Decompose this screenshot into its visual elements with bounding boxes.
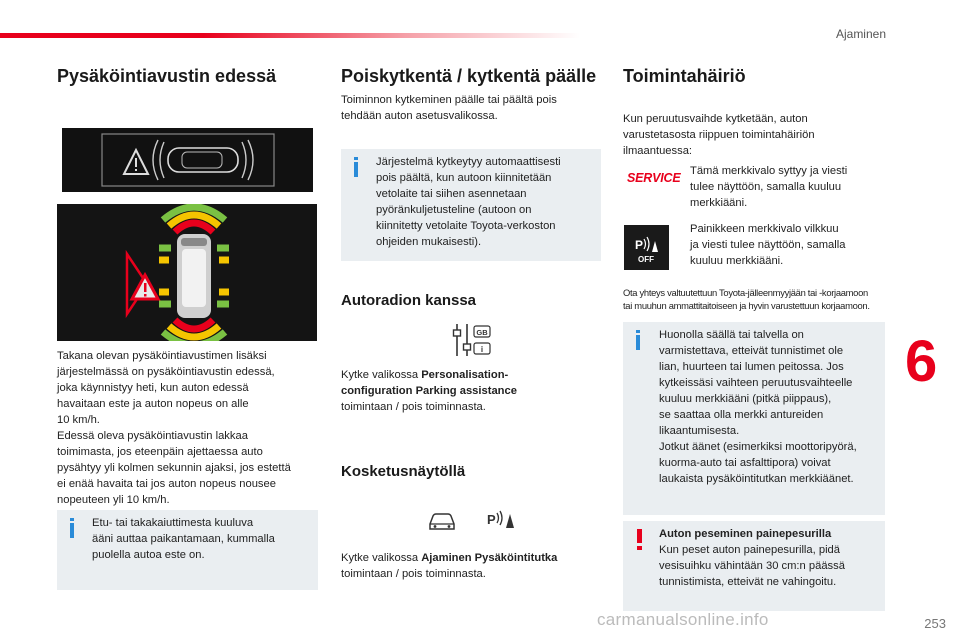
display-image-parking [62,128,313,192]
touch-post: toimintaan / pois toiminnasta. [341,568,486,580]
gb-label: GB [476,328,488,337]
parking-sensor-diagram [57,204,317,341]
intro-line: Kun peruutusvaihde kytketään, auton [623,113,808,125]
body-line: toimimasta, jos eteenpäin ajettaessa auto [57,446,263,458]
radio-pre: Kytke valikossa [341,369,422,381]
touch-pre: Kytke valikossa [341,552,422,564]
touch-title: Kosketusnäytöllä [341,463,466,480]
touch-menu-item: Ajaminen Pysäköintitutka [421,552,558,564]
warning-icon [634,529,647,551]
i-label: i [480,345,484,354]
warning-line: tunnistimista, etteivät ne vahingoitu. [659,576,837,588]
off-text [690,221,880,269]
col2-info-box [341,149,601,261]
page-number: 253 [924,616,946,631]
col3-warning-box [623,521,885,611]
body-line: pysähtyy yli kolmen sekunnin ajaksi, jos estettä [57,462,291,474]
body-line: 10 km/h. [57,414,100,426]
warning-title: Auton peseminen painepesurilla [659,528,832,540]
svg-text:P: P [635,238,644,252]
col1-info-box [57,510,318,590]
dealer-note [623,286,885,312]
parking-sensor-icon [486,508,516,532]
col2-title: Poiskytkentä / kytkentä päälle [341,66,597,86]
col2-intro [341,92,599,124]
service-line: Tämä merkkivalo syttyy ja viesti [690,165,848,177]
off-line: kuuluu merkkiääni. [690,255,784,267]
service-line: tulee näyttöön, samalla kuuluu [690,181,842,193]
body-line: Takana olevan pysäköintiavustimen lisäksi [57,350,267,362]
info-line: kiinnitetty vetolaite Toyota-verkoston [376,220,556,232]
section-label: Ajaminen [835,27,886,41]
col3-intro [623,111,883,159]
intro-line: Toiminnon kytkeminen päälle tai päältä pois [341,94,557,106]
info-line: pois päältä, kun autoon kiinnitetään [376,172,552,184]
body-line: ei enää havaita tai jos auton nopeus nousee [57,478,276,490]
info-line: vetolaite tai siihen asennetaan [376,188,527,200]
warning-line: vesisuihku vähintään 30 cm:n päässä [659,560,845,572]
info-line: lian, huurteen tai lumen peitossa. Jos [659,361,844,373]
intro-line: varustetasosta riippuen toimintahäiriön [623,129,815,141]
intro-line: ilmaantuessa: [623,145,693,157]
radio-menu-item: Personalisation- [421,369,509,381]
car-icon [426,510,458,532]
off-line: ja viesti tulee näyttöön, samalla [690,239,846,251]
chapter-number: 6 [905,329,938,394]
header-accent-bar [0,33,580,38]
note-line: tai muuhun ammattitaitoiseen ja hyvin varustettuun korjaamoon. [623,300,870,311]
radio-text [341,367,601,415]
note-line: Ota yhteys valtuutettuun Toyota-jälleenmyyjään tai -korjaamoon [623,287,868,298]
info-line: kuorma-auto tai asfalttipora) voivat [659,457,831,469]
info-line: se saattaa olla merkki antureiden [659,409,824,421]
body-line: Edessä oleva pysäköintiavustin lakkaa [57,430,248,442]
info-line: Jotkut äänet (esimerkiksi moottoripyörä, [659,441,857,453]
touch-text [341,550,601,582]
off-label: OFF [638,255,654,264]
settings-sliders-icon [452,322,492,360]
body-line: järjestelmässä on pysäköintiavustin edessä, [57,366,275,378]
park-assist-off-button [624,225,669,270]
info-line: likaantumisesta. [659,425,740,437]
body-line: joka käynnistyy heti, kun auton edessä [57,382,249,394]
radio-menu-item: Parking assistance [412,385,517,397]
info-line: pyöränkuljetusteline (autoon on [376,204,532,216]
info-line: Järjestelmä kytkeytyy automaattisesti [376,156,561,168]
info-line: ohjeiden mukaisesti). [376,236,482,248]
info-line: puolella autoa este on. [92,549,205,561]
info-line: Huonolla säällä tai talvella on [659,329,804,341]
service-text [690,163,880,211]
radio-menu-item: configuration [341,385,413,397]
service-warning-icon: SERVICE [627,171,681,185]
col1-title: Pysäköintiavustin edessä [57,66,277,86]
info-line: ääni auttaa paikantamaan, kummalla [92,533,275,545]
watermark: carmanualsonline.info [597,610,769,629]
info-line: Etu- tai takakaiuttimesta kuuluva [92,517,254,529]
col3-info-box [623,322,885,515]
info-icon [634,330,647,350]
radio-title: Autoradion kanssa [341,292,477,309]
info-icon [68,518,81,538]
info-icon [352,157,365,177]
body-line: havaitaan este ja auton nopeus on alle [57,398,249,410]
col1-body [57,348,319,508]
svg-text:P: P [487,512,496,527]
info-line: kytkeissäsi vaihteen peruutusvaihteelle [659,377,853,389]
warning-line: Kun peset auton painepesurilla, pidä [659,544,840,556]
intro-line: tehdään auton asetusvalikossa. [341,110,498,122]
off-line: Painikkeen merkkivalo vilkkuu [690,223,839,235]
col3-title: Toimintahäiriö [623,66,746,86]
info-line: kuuluu merkkiääni (pitkä piippaus), [659,393,832,405]
info-line: laukaista pysäköintitutkan merkkiäänet. [659,473,854,485]
info-line: varmistettava, etteivät tunnistimet ole [659,345,844,357]
body-line: nopeuteen yli 10 km/h. [57,494,170,506]
service-line: merkkiääni. [690,197,748,209]
radio-post: toimintaan / pois toiminnasta. [341,401,486,413]
